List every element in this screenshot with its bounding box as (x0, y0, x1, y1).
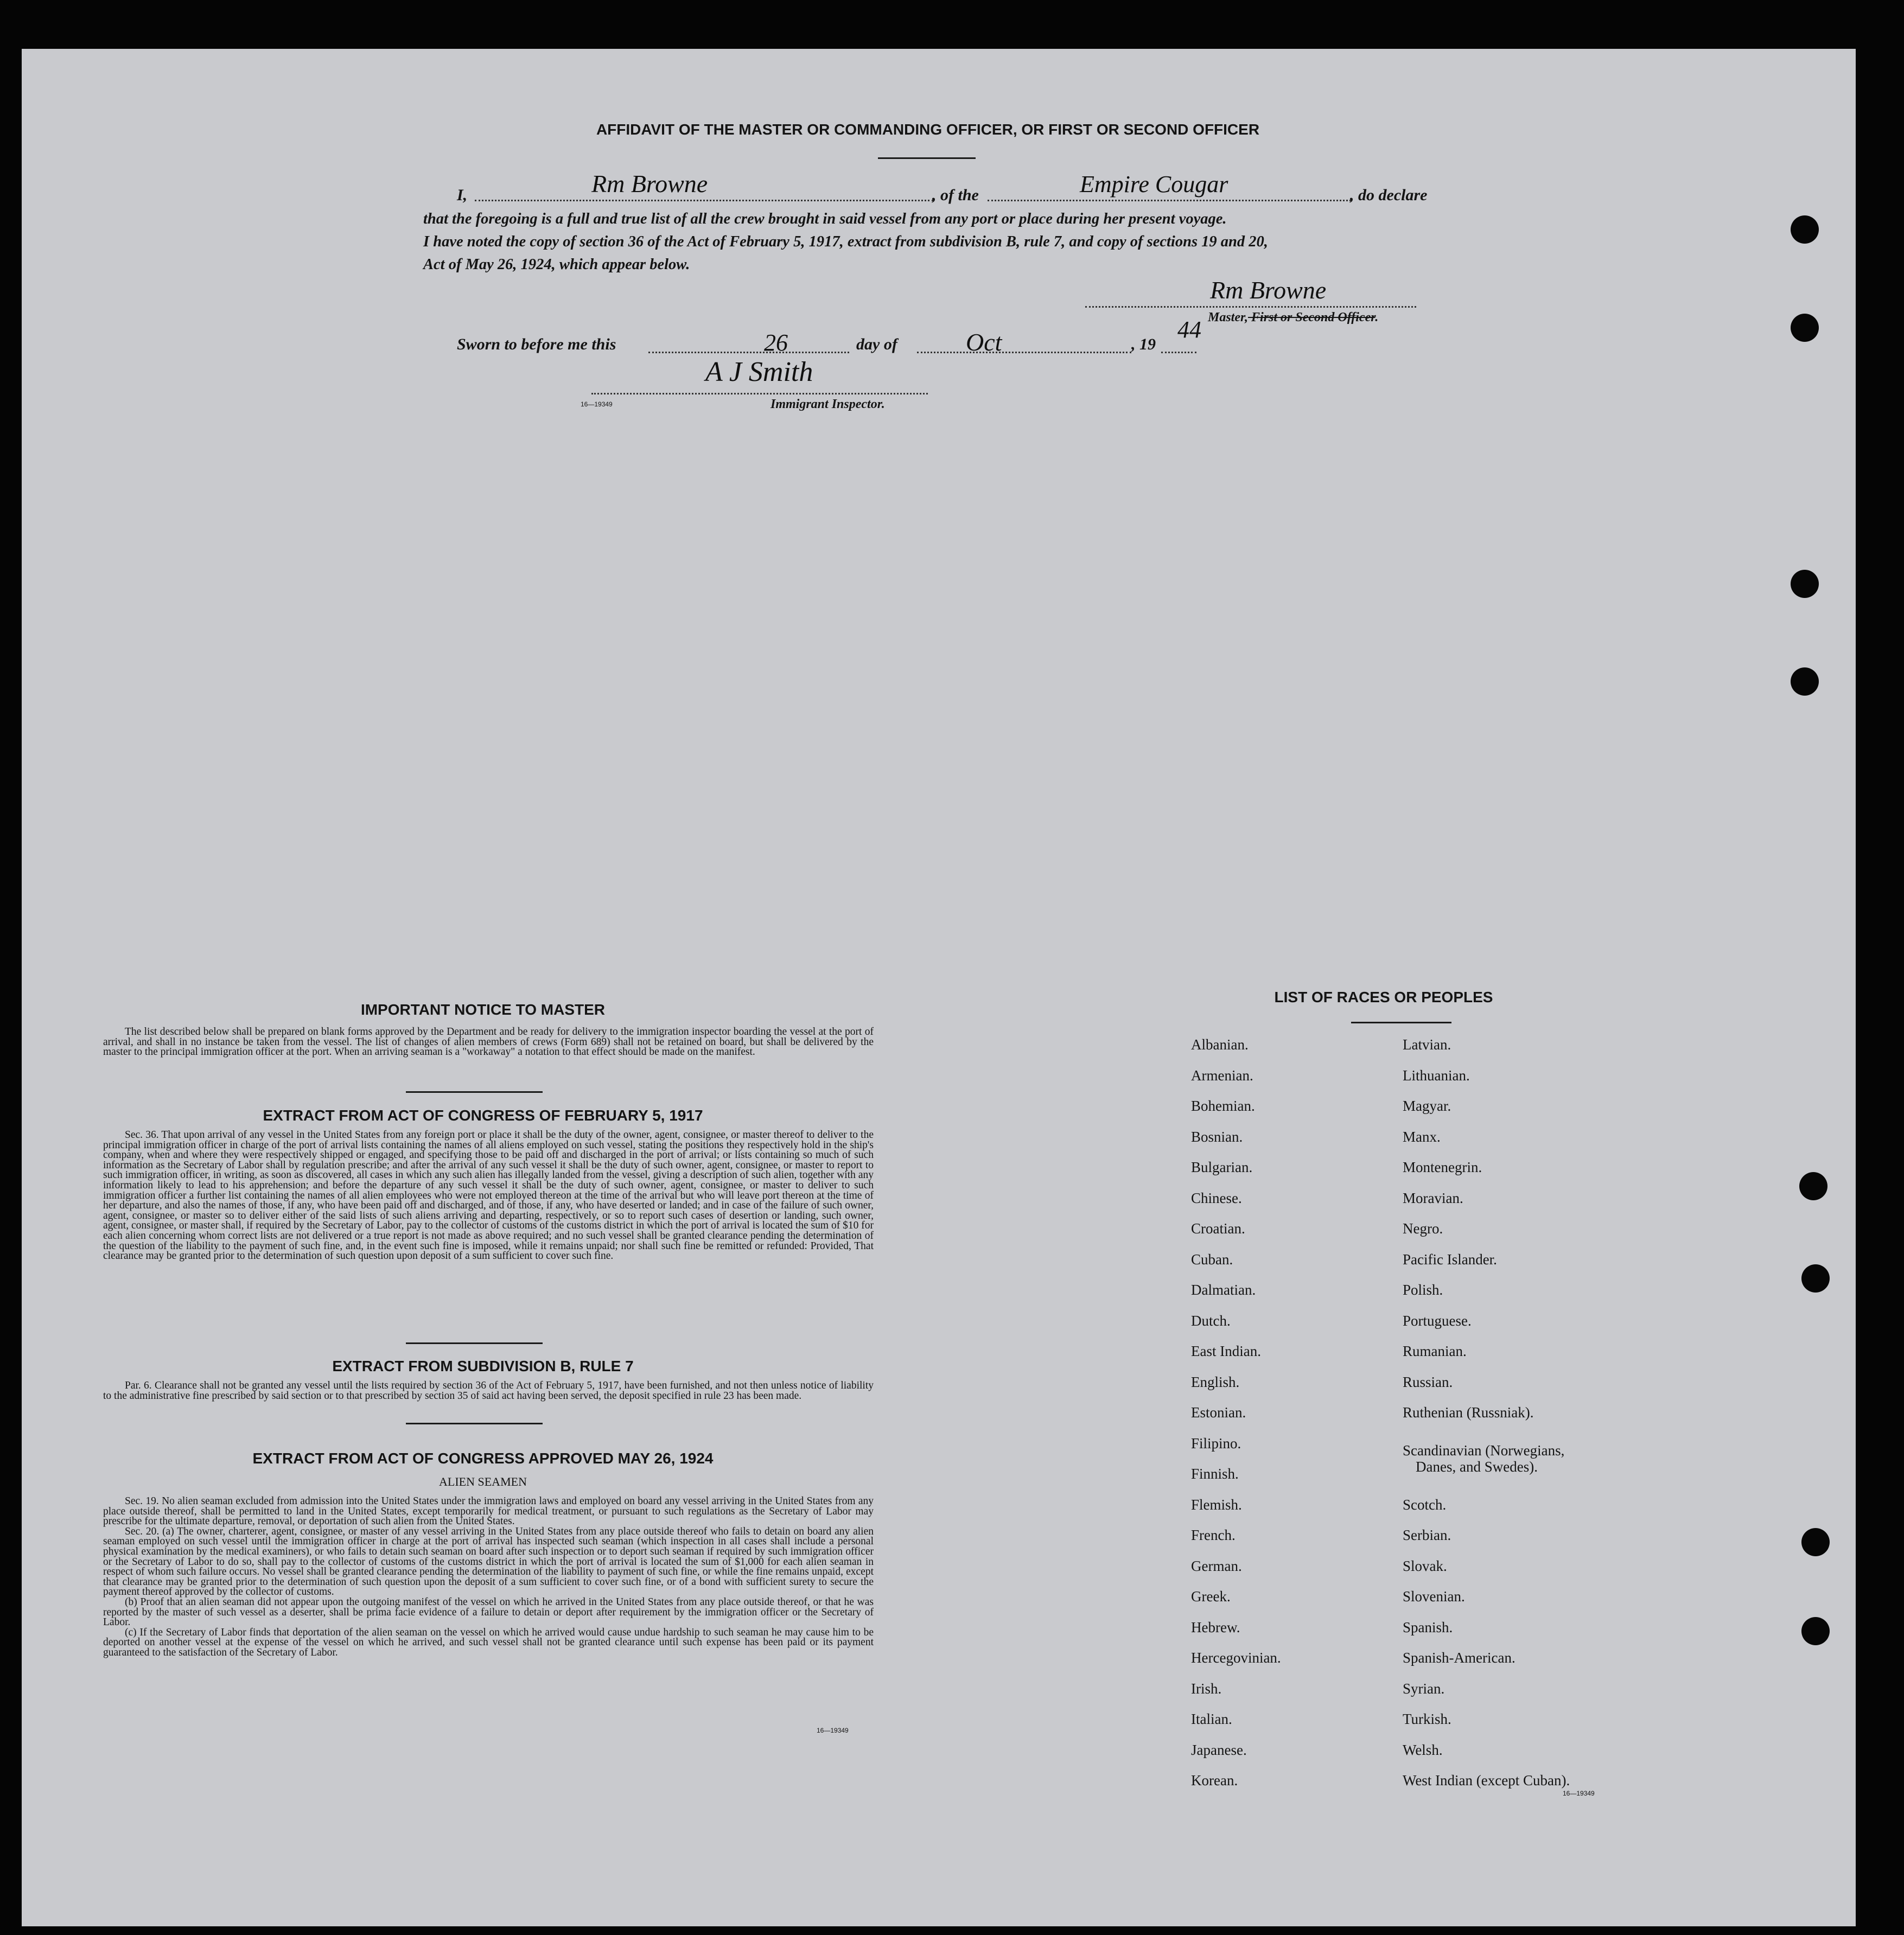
race-item: German. (1191, 1557, 1242, 1574)
inspector-signature: A J Smith (705, 357, 813, 387)
sworn-month-line (917, 352, 1131, 353)
sworn-month: Oct (966, 328, 1002, 356)
day-of-label: day of (856, 335, 897, 353)
section-19-paragraph: Sec. 19. No alien seaman excluded from admission into the United States under the immigration laws and employed on board any vessel arriving in the United States from any place outside thereof, shall be permitted to land in the United States, except temporarily for medical treatment, or pursuant to such regulations as the Secretary of Labor may prescribe for the ultimate departure, removal, or deportation of such alien from the United States. (103, 1495, 874, 1527)
race-item: Japanese. (1191, 1741, 1247, 1758)
race-item: Moravian. (1403, 1189, 1463, 1206)
year-prefix: , 19 (1131, 335, 1156, 353)
race-item: Bosnian. (1191, 1128, 1243, 1145)
race-item: Flemish. (1191, 1496, 1242, 1513)
form-number: 16—19349 (581, 400, 613, 408)
binder-hole (1791, 667, 1819, 696)
race-item: Rumanian. (1403, 1343, 1467, 1359)
rule-7-paragraph: Par. 6. Clearance shall not be granted any vessel until the lists required by section 36 of the Act of February 5, 1917, have been furnished, and not then unless notice of liability to the administrative fine prescribed by said section or to that prescribed by section 35 of said act having been served, the deposit specified in rule 23 has been made. (103, 1380, 874, 1402)
section-36-paragraph: Sec. 36. That upon arrival of any vessel in the United States from any foreign port or place it shall be the duty of the owner, agent, consignee, or master thereof to deliver to the principal immigration officer in charge of the port of arrival lists containing the names of all aliens employed on such vessel, stating the positions they respectively hold in the ship's company, when and where they were respectively shipped or engaged, and specifying those to be paid off and discharged in the port of arrival; or lists containing so much of such information as the Secretary of Labor shall by regulation prescribe; and after the arrival of any such vessel it shall be the duty of such owner, agent, consignee, or master to report to such immigration officer, in writing, as soon as discovered, all cases in which any such alien has illegally landed from the vessel, giving a description of such alien, together with any information likely to lead to his apprehension; and before the departure of any such vessel it shall be the duty of such owner, agent, consignee, or master to deliver to such immigration officer a further list containing the names of all alien employees who were not employed thereon at the time of the arrival but who will leave port thereon at the time of her departure, and also the names of those, if any, who have been paid off and discharged, and of those, if any, who have deserted or landed; and in case of the failure of such owner, agent, consignee, or master so to deliver either of the said lists of such aliens arriving and departing, respectively, or so to report such cases of desertion or landing, such owner, agent, consignee, or master shall, if required by the Secretary of Labor, pay to the collector of customs of the customs district in which the port of arrival is located the sum of $10 for each alien concerning whom correct lists are not delivered or a true report is not made as above required; and no such vessel shall be granted clearance pending the determination of the question of the liability to the payment of such fine, and, in the event such fine is imposed, while it remains unpaid; nor shall such fine be remitted or refunded: Provided, That clearance may be granted prior to the determination of such question upon deposit of a sum sufficient to cover such fine. (103, 1129, 874, 1262)
race-item: Greek. (1191, 1588, 1231, 1605)
race-item: Armenian. (1191, 1067, 1253, 1084)
extract-1917-divider (406, 1342, 543, 1344)
alien-seamen-subtitle: ALIEN SEAMEN (439, 1475, 527, 1488)
race-item: Bohemian. (1191, 1098, 1255, 1114)
master-label-period: . (1375, 310, 1379, 324)
extract-1917-title: EXTRACT FROM ACT OF CONGRESS OF FEBRUARY 5, 1917 (263, 1107, 703, 1124)
race-item: Bulgarian. (1191, 1159, 1253, 1175)
race-item: Pacific Islander. (1403, 1251, 1497, 1268)
race-item: Hercegovinian. (1191, 1650, 1281, 1666)
vessel-name: Empire Cougar (1080, 171, 1228, 198)
extract-1917-text (103, 1130, 874, 1262)
race-item: Negro. (1403, 1220, 1443, 1237)
master-label (1208, 310, 1378, 325)
master-label-text: Master, (1208, 310, 1249, 324)
race-item: Scotch. (1403, 1496, 1447, 1513)
master-signature: Rm Browne (1210, 276, 1327, 304)
race-item: Spanish-American. (1403, 1650, 1515, 1666)
binder-hole (1791, 314, 1819, 342)
race-item: Scandinavian (Norwegians, (1403, 1442, 1565, 1459)
race-item: Slovak. (1403, 1557, 1447, 1574)
race-item: Korean. (1191, 1772, 1238, 1788)
race-item: Russian. (1403, 1373, 1453, 1390)
extract-1924-text (103, 1497, 874, 1658)
race-item: Italian. (1191, 1711, 1232, 1727)
race-item: Magyar. (1403, 1098, 1451, 1114)
race-item: Finnish. (1191, 1466, 1239, 1482)
races-form-number: 16—19349 (1563, 1790, 1595, 1797)
section-20a-paragraph: Sec. 20. (a) The owner, charterer, agent, consignee, or master of any vessel arriving in the United States from any place outside thereof who fails to detain on board any alien seaman employed on such vessel until the immigration officer in charge at the port of arrival has inspected such seaman (which inspection in all cases shall include a personal physical examination by the medical examiners), or who fails to detain such seaman on board after such inspection or to deport such seaman if required by such immigration officer or the Secretary of Labor to do so, shall pay to the collector of customs of the customs district in which the port of arrival is located the sum of $1,000 for each alien seaman in respect of whom such failure occurs. No vessel shall be granted clearance pending the determination of the liability to payment of such fine, or while the fine remains unpaid, except that clearance may be granted prior to the determination of such question upon the deposit of a sum sufficient to cover such fine, or of a bond with sufficient surety to secure the payment thereof approved by the collector of customs. (103, 1525, 874, 1598)
notice-divider (406, 1091, 543, 1093)
master-signature-line (1085, 306, 1416, 308)
binder-hole (1791, 215, 1819, 244)
race-item: Danes, and Swedes). (1416, 1459, 1538, 1475)
race-item: East Indian. (1191, 1343, 1261, 1359)
race-item: Filipino. (1191, 1435, 1241, 1452)
affidavit-line-3: Act of May 26, 1924, which appear below. (423, 256, 690, 273)
race-item: Estonian. (1191, 1404, 1246, 1421)
notice-text (103, 1027, 874, 1058)
extract-1924-title: EXTRACT FROM ACT OF CONGRESS APPROVED MAY 26, 1924 (252, 1450, 714, 1467)
race-item: Syrian. (1403, 1680, 1445, 1697)
vessel-line (988, 200, 1351, 201)
race-item: Montenegrin. (1403, 1159, 1482, 1175)
rule-7-divider (406, 1423, 543, 1424)
binder-hole (1791, 570, 1819, 598)
race-item: Dutch. (1191, 1312, 1231, 1329)
races-title: LIST OF RACES OR PEOPLES (1274, 989, 1493, 1005)
do-declare-label: , do declare (1350, 186, 1428, 204)
race-item: Irish. (1191, 1680, 1222, 1697)
inspector-line (591, 393, 928, 394)
binder-hole (1801, 1264, 1830, 1293)
inspector-label: Immigrant Inspector. (770, 397, 885, 411)
i-label: I, (457, 186, 468, 204)
race-item: Turkish. (1403, 1711, 1451, 1727)
race-item: Ruthenian (Russniak). (1403, 1404, 1534, 1421)
affidavit-title: AFFIDAVIT OF THE MASTER OR COMMANDING OFFICER, OR FIRST OR SECOND OFFICER (596, 121, 1260, 138)
sworn-year: 44 (1177, 316, 1201, 343)
race-item: Welsh. (1403, 1741, 1443, 1758)
race-item: Slovenian. (1403, 1588, 1465, 1605)
race-item: Latvian. (1403, 1036, 1451, 1053)
of-the-label: , of the (932, 186, 979, 204)
affidavit-line-1: that the foregoing is a full and true list of all the crew brought in said vessel from any port or place during her present voyage. (423, 211, 1227, 227)
rule-7-title: EXTRACT FROM SUBDIVISION B, RULE 7 (332, 1358, 634, 1374)
race-item: French. (1191, 1527, 1236, 1543)
sworn-day-line (648, 352, 849, 353)
race-item: Spanish. (1403, 1619, 1453, 1635)
race-item: Dalmatian. (1191, 1282, 1256, 1298)
title-divider (878, 157, 976, 159)
race-item: Polish. (1403, 1282, 1443, 1298)
struck-officer-label: First or Second Officer (1248, 310, 1376, 324)
sworn-label: Sworn to before me this (457, 335, 616, 353)
notice-paragraph: The list described below shall be prepared on blank forms approved by the Department and be ready for delivery to the immigration inspector boarding the vessel at the port of arrival, and shall in no instance be taken from the vessel. The list of changes of alien members of crews (Form 689) shall not be retained on board, but shall be delivered by the master to the principal immigration officer at the port. When an arriving seaman is a "workaway" a notation to that effect should be made on the manifest. (103, 1026, 874, 1058)
race-item: Albanian. (1191, 1036, 1249, 1053)
sworn-day: 26 (764, 329, 788, 356)
section-20c-paragraph: (c) If the Secretary of Labor finds that deportation of the alien seaman on the vessel on which he arrived would cause undue hardship to such seaman he may cause him to be deported on another vessel at the expense of the vessel on which he arrived, and such vessel shall not be granted clearance until such expense has been paid or its payment guaranteed to the satisfaction of the Secretary of Labor. (103, 1626, 874, 1658)
extract-form-number: 16—19349 (817, 1727, 849, 1734)
race-item: West Indian (except Cuban). (1403, 1772, 1570, 1788)
race-item: Chinese. (1191, 1189, 1242, 1206)
binder-hole (1801, 1528, 1830, 1556)
sworn-year-line (1161, 352, 1196, 353)
rule-7-text (103, 1381, 874, 1401)
binder-hole (1799, 1172, 1827, 1200)
race-item: English. (1191, 1373, 1240, 1390)
declarant-signature: Rm Browne (591, 170, 708, 198)
race-item: Lithuanian. (1403, 1067, 1470, 1084)
declarant-line (475, 200, 933, 201)
binder-hole (1801, 1617, 1830, 1645)
race-item: Manx. (1403, 1128, 1441, 1145)
race-item: Croatian. (1191, 1220, 1245, 1237)
race-item: Serbian. (1403, 1527, 1451, 1543)
section-20b-paragraph: (b) Proof that an alien seaman did not appear upon the outgoing manifest of the vessel on which he arrived in the United States from any place outside thereof, or that he was reported by the master of such vessel as a deserter, shall be prima facie evidence of a failure to detain or deport after requirement by the immigration officer or the Secretary of Labor. (103, 1596, 874, 1628)
races-divider (1351, 1022, 1451, 1023)
affidavit-line-2: I have noted the copy of section 36 of the Act of February 5, 1917, extract from subdivision B, rule 7, and copy of sections 19 and 20, (423, 233, 1268, 250)
race-item: Portuguese. (1403, 1312, 1472, 1329)
race-item: Cuban. (1191, 1251, 1233, 1268)
race-item: Hebrew. (1191, 1619, 1240, 1635)
notice-title: IMPORTANT NOTICE TO MASTER (360, 1001, 606, 1018)
